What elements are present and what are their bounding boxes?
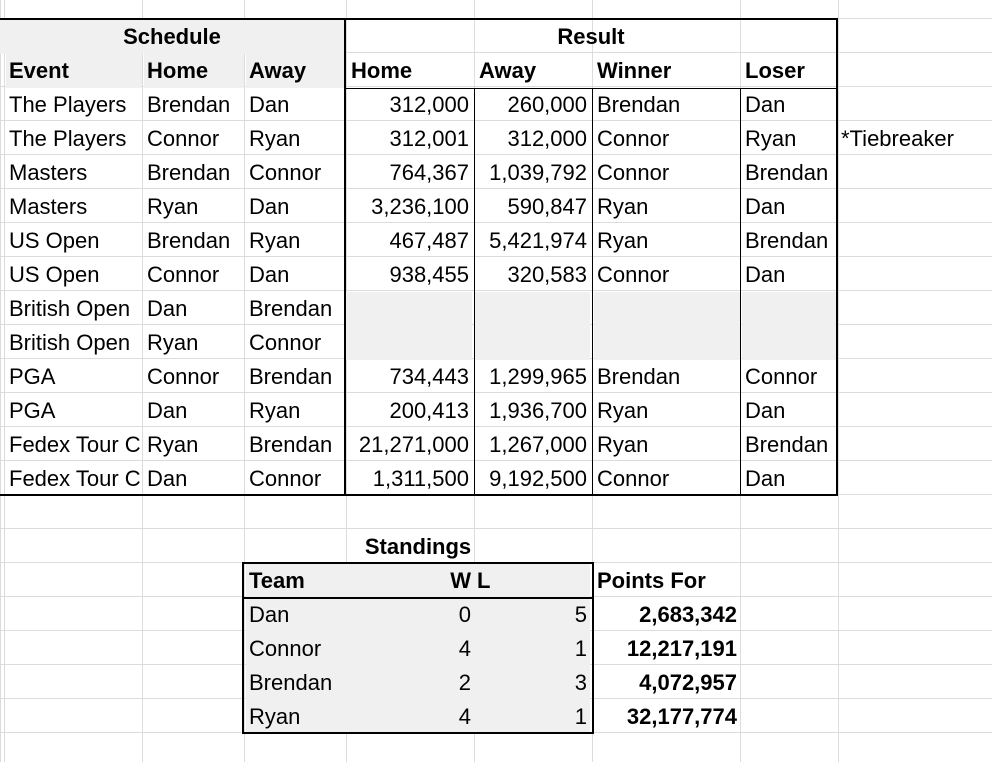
result-cell-loser[interactable]: Ryan	[745, 126, 797, 151]
schedule-cell-home[interactable]: Ryan	[147, 194, 199, 219]
result-cell-away[interactable]: 9,192,500	[489, 466, 587, 491]
schedule-title[interactable]: Schedule	[0, 20, 344, 54]
schedule-cell-away[interactable]: Connor	[249, 160, 322, 185]
result-cell-winner[interactable]	[594, 326, 740, 360]
standings-header-w[interactable]: W	[346, 564, 474, 598]
result-cell-winner[interactable]: Ryan	[597, 432, 649, 457]
result-cell-home[interactable]: 3,236,100	[371, 194, 469, 219]
standings-cell-team[interactable]: Dan	[246, 598, 346, 632]
result-cell-away[interactable]: 590,847	[507, 194, 587, 219]
result-cell-home[interactable]: 21,271,000	[358, 432, 469, 457]
schedule-cell-home[interactable]: Connor	[147, 262, 220, 287]
result-column-divider	[592, 88, 593, 496]
schedule-cell-home[interactable]: Connor	[147, 364, 220, 389]
gridline-vertical	[142, 0, 143, 762]
schedule-cell-away[interactable]: Brendan	[249, 432, 333, 457]
standings-cell-l[interactable]: 5	[474, 598, 590, 632]
standings-cell-w[interactable]: 0	[346, 598, 474, 632]
result-cell-home[interactable]: 200,413	[389, 398, 469, 423]
result-cell-away[interactable]: 1,039,792	[489, 160, 587, 185]
result-cell-home[interactable]	[346, 326, 472, 360]
result-cell-away[interactable]: 320,583	[507, 262, 587, 287]
standings-cell-l[interactable]: 1	[474, 632, 590, 666]
schedule-cell-away[interactable]: Connor	[249, 466, 322, 491]
gridline-vertical	[244, 0, 245, 762]
standings-cell-w[interactable]: 4	[346, 700, 474, 734]
schedule-cell-event[interactable]: PGA	[9, 398, 56, 423]
schedule-cell-home[interactable]: Ryan	[147, 330, 199, 355]
result-cell-away[interactable]	[474, 326, 590, 360]
gridline-vertical	[838, 0, 839, 762]
result-cell-winner[interactable]: Ryan	[597, 398, 649, 423]
standings-cell-points[interactable]: 2,683,342	[639, 602, 737, 627]
schedule-cell-home[interactable]: Brendan	[147, 92, 231, 117]
result-cell-home[interactable]: 312,000	[389, 92, 469, 117]
standings-title[interactable]: Standings	[364, 534, 472, 559]
schedule-header-away[interactable]: Away	[246, 54, 344, 88]
result-header-loser[interactable]: Loser	[745, 58, 805, 83]
schedule-cell-event[interactable]: Masters	[9, 194, 88, 219]
gridline-horizontal	[0, 528, 992, 529]
result-cell-away[interactable]: 1,936,700	[489, 398, 587, 423]
result-cell-away[interactable]: 1,299,965	[489, 364, 587, 389]
standings-cell-team[interactable]: Brendan	[246, 666, 346, 700]
schedule-cell-event[interactable]: British Open	[9, 330, 131, 355]
result-cell-home[interactable]	[346, 292, 472, 326]
result-title[interactable]: Result	[557, 24, 625, 49]
result-header-home[interactable]: Home	[351, 58, 413, 83]
standings-cell-points[interactable]: 12,217,191	[626, 636, 737, 661]
result-cell-winner[interactable]: Ryan	[597, 228, 649, 253]
result-cell-loser[interactable]: Dan	[745, 398, 786, 423]
standings-cell-w[interactable]: 2	[346, 666, 474, 700]
schedule-cell-event[interactable]: US Open	[9, 228, 100, 253]
result-cell-home[interactable]: 734,443	[389, 364, 469, 389]
result-cell-winner[interactable]: Brendan	[597, 364, 681, 389]
result-cell-winner[interactable]: Brendan	[597, 92, 681, 117]
result-cell-loser[interactable]: Connor	[745, 364, 818, 389]
schedule-cell-away[interactable]: Ryan	[249, 398, 301, 423]
result-cell-away[interactable]: 312,000	[507, 126, 587, 151]
result-cell-away[interactable]: 260,000	[507, 92, 587, 117]
schedule-cell-event[interactable]: Fedex Tour C	[9, 432, 141, 457]
result-column-divider	[740, 88, 741, 496]
schedule-cell-home[interactable]: Dan	[147, 398, 188, 423]
schedule-cell-away[interactable]: Brendan	[249, 296, 333, 321]
result-cell-loser[interactable]	[742, 292, 836, 326]
result-header-divider	[346, 88, 836, 89]
schedule-cell-home[interactable]: Connor	[147, 126, 220, 151]
result-cell-loser[interactable]: Brendan	[745, 432, 829, 457]
schedule-cell-event[interactable]: Masters	[9, 160, 88, 185]
result-cell-away[interactable]: 5,421,974	[489, 228, 587, 253]
schedule-cell-away[interactable]: Connor	[249, 330, 322, 355]
schedule-cell-home[interactable]: Dan	[147, 466, 188, 491]
result-cell-winner[interactable]: Connor	[597, 466, 670, 491]
standings-cell-team[interactable]: Connor	[246, 632, 346, 666]
result-cell-loser[interactable]: Brendan	[745, 160, 829, 185]
schedule-cell-home[interactable]: Brendan	[147, 160, 231, 185]
result-cell-loser[interactable]	[742, 326, 836, 360]
standings-header-divider	[244, 597, 592, 599]
schedule-cell-home[interactable]: Ryan	[147, 432, 199, 457]
gridline-vertical	[4, 0, 5, 762]
gridline-vertical	[0, 0, 1, 762]
result-cell-winner[interactable]: Ryan	[597, 194, 649, 219]
result-cell-loser[interactable]: Dan	[745, 262, 786, 287]
schedule-cell-away[interactable]: Ryan	[249, 228, 301, 253]
standings-header-team[interactable]: Team	[246, 564, 346, 598]
standings-cell-points[interactable]: 4,072,957	[639, 670, 737, 695]
schedule-cell-away[interactable]: Brendan	[249, 364, 333, 389]
result-cell-winner[interactable]: Connor	[597, 160, 670, 185]
schedule-header-home[interactable]: Home	[144, 54, 244, 88]
schedule-cell-away[interactable]: Dan	[249, 194, 290, 219]
result-cell-home[interactable]: 938,455	[389, 262, 469, 287]
tiebreaker-note[interactable]: *Tiebreaker	[841, 126, 954, 151]
result-cell-winner[interactable]	[594, 292, 740, 326]
schedule-cell-home[interactable]: Dan	[147, 296, 188, 321]
result-cell-home[interactable]: 467,487	[389, 228, 469, 253]
result-cell-loser[interactable]: Dan	[745, 194, 786, 219]
schedule-cell-away[interactable]: Dan	[249, 92, 290, 117]
result-cell-winner[interactable]: Connor	[597, 126, 670, 151]
schedule-cell-away[interactable]: Dan	[249, 262, 290, 287]
schedule-cell-event[interactable]: Fedex Tour C	[9, 466, 141, 491]
schedule-cell-home[interactable]: Brendan	[147, 228, 231, 253]
standings-cell-points[interactable]: 32,177,774	[626, 704, 737, 729]
result-column-divider	[474, 88, 475, 496]
schedule-cell-event[interactable]: PGA	[9, 364, 56, 389]
schedule-cell-event[interactable]: US Open	[9, 262, 100, 287]
schedule-header-event[interactable]: Event	[6, 54, 142, 88]
schedule-cell-event[interactable]: British Open	[9, 296, 131, 321]
gridline-horizontal	[0, 18, 992, 19]
result-cell-loser[interactable]: Dan	[745, 92, 786, 117]
result-header-away[interactable]: Away	[479, 58, 537, 83]
result-cell-home[interactable]: 312,001	[389, 126, 469, 151]
result-cell-away[interactable]: 1,267,000	[489, 432, 587, 457]
result-cell-loser[interactable]: Brendan	[745, 228, 829, 253]
result-cell-loser[interactable]: Dan	[745, 466, 786, 491]
standings-cell-l[interactable]: 1	[474, 700, 590, 734]
result-cell-home[interactable]: 764,367	[389, 160, 469, 185]
schedule-cell-event[interactable]: The Players	[9, 126, 127, 151]
standings-header-l[interactable]: L	[474, 564, 590, 598]
result-cell-away[interactable]	[474, 292, 590, 326]
schedule-cell-event[interactable]: The Players	[9, 92, 127, 117]
standings-cell-l[interactable]: 3	[474, 666, 590, 700]
result-cell-home[interactable]: 1,311,500	[372, 466, 469, 491]
result-cell-winner[interactable]: Connor	[597, 262, 670, 287]
standings-cell-w[interactable]: 4	[346, 632, 474, 666]
result-header-winner[interactable]: Winner	[597, 58, 672, 83]
schedule-cell-away[interactable]: Ryan	[249, 126, 301, 151]
standings-header-points-for[interactable]: Points For	[597, 568, 706, 593]
standings-cell-team[interactable]: Ryan	[246, 700, 346, 734]
